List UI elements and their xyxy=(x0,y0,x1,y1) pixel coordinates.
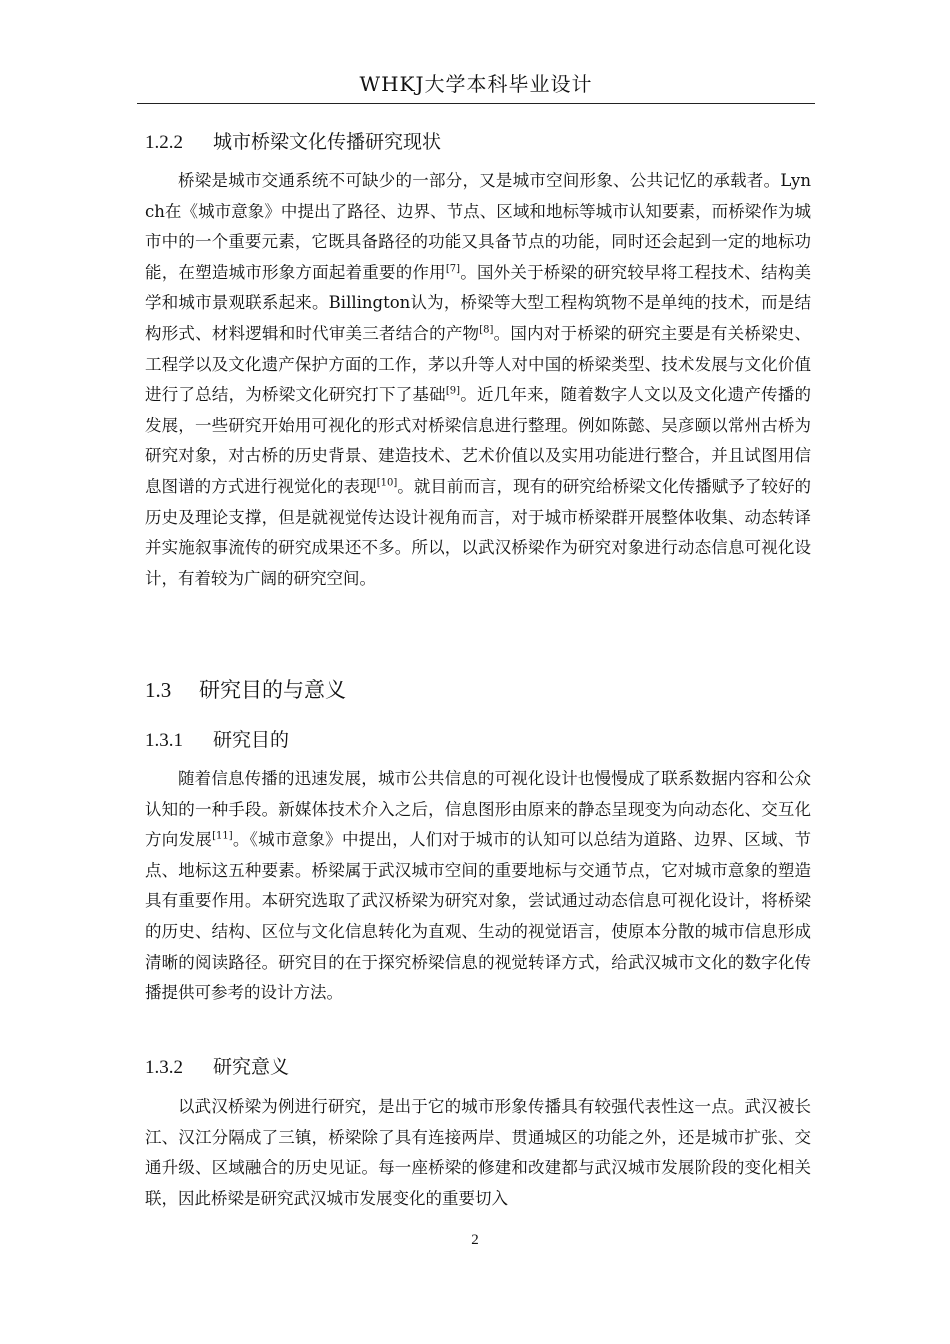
paragraph-text: 。近几年来，随着数字人文以及文化遗产传播的发展，一些研究开始用可视化的形式对桥梁信息进行整理。例如陈懿、吴彦颐以常州古桥为研究对象，对古桥的历史背景、建造技术、艺术价值以及实用功能进行整合，并且试图用信息图谱的方式进行视觉化的表现 xyxy=(145,385,812,496)
paragraph-text: 以武汉桥梁为例进行研究，是出于它的城市形象传播具有较强代表性这一点。武汉被长江、汉江分隔成了三镇，桥梁除了具有连接两岸、贯通城区的功能之外，还是城市扩张、交通升级、区域融合的历史见证。每一座桥梁的修建和改建都与武汉城市发展阶段的变化相关联，因此桥梁是研究武汉城市发展变化的重要切入 xyxy=(145,1097,811,1208)
heading-1-3-2 xyxy=(145,1053,289,1082)
citation-ref[interactable]: [9] xyxy=(445,385,461,397)
heading-number: 1.3 xyxy=(145,678,172,702)
paragraph-1-3-2 xyxy=(145,1092,811,1214)
heading-number: 1.3.2 xyxy=(145,1057,183,1078)
page-header-title: WHKJ大学本科毕业设计 xyxy=(359,72,593,96)
page-number: 2 xyxy=(471,1232,479,1248)
paragraph-text: 。《城市意象》中提出，人们对于城市的认知可以总结为道路、边界、区域、节点、地标这五种要素。桥梁属于武汉城市空间的重要地标与交通节点，它对城市意象的塑造具有重要作用。本研究选取了武汉桥梁为研究对象，尝试通过动态信息可视化设计，将桥梁的历史、结构、区位与文化信息转化为直观、生动的视觉语言，使原本分散的城市信息形成清晰的阅读路径。研究目的在于探究桥梁信息的视觉转译方式，给武汉城市文化的数字化传播提供可参考的设计方法。 xyxy=(145,830,812,1003)
heading-title: 城市桥梁文化传播研究现状 xyxy=(213,131,442,153)
paragraph-text: 。就目前而言，现有的研究给桥梁文化传播赋予了较好的历史及理论支撑，但是就视觉传达设计视角而言，对于城市桥梁群开展整体收集、动态转译并实施叙事流传的研究成果还不多。所以，以武汉桥梁作为研究对象进行动态信息可视化设计，有着较为广阔的研究空间。 xyxy=(145,476,812,588)
heading-number: 1.2.2 xyxy=(145,132,183,153)
citation-ref[interactable]: [10] xyxy=(376,477,398,489)
heading-1-3-1 xyxy=(145,726,289,755)
heading-1-3 xyxy=(145,675,346,705)
paragraph-text: 。国内对于桥梁的研究主要是有关桥梁史、工程学以及文化遗产保护方面的工作，茅以升等人对中国的桥梁类型、技术发展与文化价值进行了总结，为桥梁文化研究打下了基础 xyxy=(145,323,812,405)
paragraph-1-3-1 xyxy=(145,764,811,1009)
heading-title: 研究目的与意义 xyxy=(199,678,346,702)
heading-number: 1.3.1 xyxy=(145,730,183,751)
paragraph-1-2-2 xyxy=(145,166,811,594)
heading-title: 研究目的 xyxy=(213,729,290,751)
citation-ref[interactable]: [11] xyxy=(212,830,233,842)
heading-1-2-2 xyxy=(145,128,441,157)
citation-ref[interactable]: [8] xyxy=(479,324,494,336)
paragraph-text: 桥梁是城市交通系统不可缺少的一部分，又是城市空间形象、公共记忆的承载者。Lynch在《城市意象》中提出了路径、边界、节点、区域和地标等城市认知要素，而桥梁作为城市中的一个重要元素，它既具备路径的功能又具备节点的功能，同时还会起到一定的地标功能，在塑造城市形象方面起着重要的作用 xyxy=(145,171,811,282)
citation-ref[interactable]: [7] xyxy=(445,263,461,275)
heading-title: 研究意义 xyxy=(213,1056,290,1078)
paragraph-text: 随着信息传播的迅速发展，城市公共信息的可视化设计也慢慢成了联系数据内容和公众认知的一种手段。新媒体技术介入之后，信息图形由原来的静态呈现变为向动态化、交互化方向发展 xyxy=(145,769,811,850)
header-divider xyxy=(137,103,815,104)
paragraph-text: 。国外关于桥梁的研究较早将工程技术、结构美学和城市景观联系起来。Billington认为，桥梁等大型工程构筑物不是单纯的技术，而是结构形式、材料逻辑和时代审美三者结合的产物 xyxy=(145,262,812,343)
